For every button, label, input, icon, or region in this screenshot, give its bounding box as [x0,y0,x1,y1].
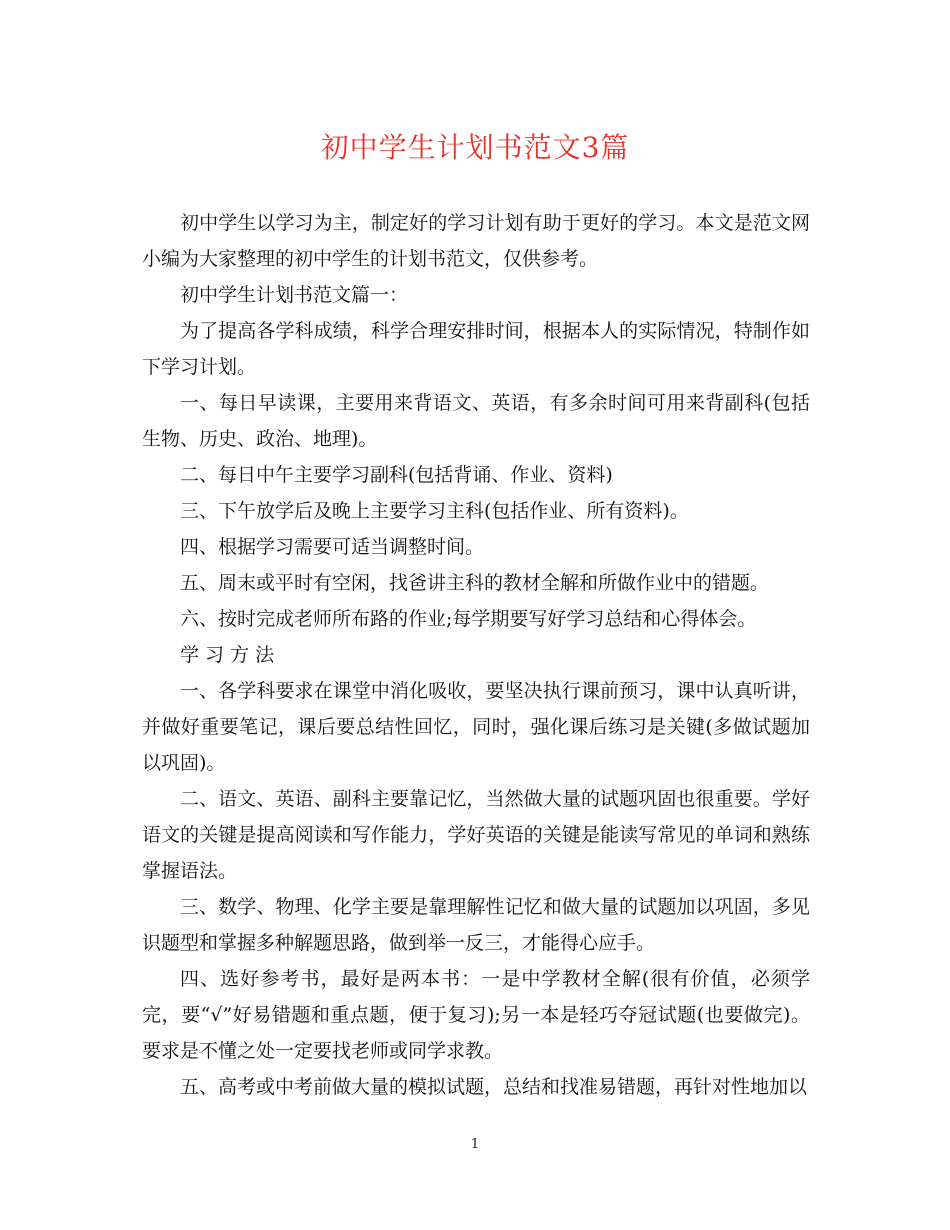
paragraph-section-heading: 初中学生计划书范文篇一： [180,284,409,306]
page-number: 1 [470,1137,480,1152]
paragraph-method-2: 二、语文、英语、副科主要靠记忆，当然做大量的试题巩固也很重要。学好语文的关键是提高阅读和写作能力，学好英语的关键是能读写常见的单词和熟练掌握语法。 [142,788,810,882]
paragraph-intro: 初中学生以学习为主，制定好的学习计划有助于更好的学习。本文是范文网小编为大家整理的初中学生的计划书范文，仅供参考。 [142,212,810,270]
paragraph-item-3: 三、下午放学后及晚上主要学习主科(包括作业、所有资料)。 [180,500,689,522]
paragraph-method-5: 五、高考或中考前做大量的模拟试题，总结和找准易错题，再针对性地加以 [180,1076,808,1098]
paragraph-item-1: 一、每日早读课，主要用来背语文、英语，有多余时间可用来背副科(包括生物、历史、政治、地理)。 [142,392,810,450]
paragraph-method-4: 四、选好参考书，最好是两本书：一是中学教材全解(很有价值，必须学完，要“√”好易错题和重点题，便于复习);另一本是轻巧夺冠试题(也要做完)。要求是不懂之处一定要找老师或同学求教。 [142,968,810,1062]
paragraph-item-5: 五、周末或平时有空闲，找爸讲主科的教材全解和所做作业中的错题。 [180,572,770,594]
paragraph-methods-heading: 学 习 方 法 [180,644,275,666]
paragraph-method-1: 一、各学科要求在课堂中消化吸收，要坚决执行课前预习，课中认真听讲，并做好重要笔记，课后要总结性回忆，同时，强化课后练习是关键(多做试题加以巩固)。 [142,680,810,774]
paragraph-item-2: 二、每日中午主要学习副科(包括背诵、作业、资料) [180,464,613,486]
paragraph-item-6: 六、按时完成老师所布路的作业;每学期要写好学习总结和心得体会。 [180,608,757,630]
document-body [142,205,810,1105]
paragraph-method-3: 三、数学、物理、化学主要是靠理解性记忆和做大量的试题加以巩固，多见识题型和掌握多种解题思路，做到举一反三，才能得心应手。 [142,896,810,954]
paragraph-plan-purpose: 为了提高各学科成绩，科学合理安排时间，根据本人的实际情况，特制作如下学习计划。 [142,320,810,378]
paragraph-item-4: 四、根据学习需要可适当调整时间。 [180,536,485,558]
document-title: 初中学生计划书范文3篇 [320,131,630,164]
